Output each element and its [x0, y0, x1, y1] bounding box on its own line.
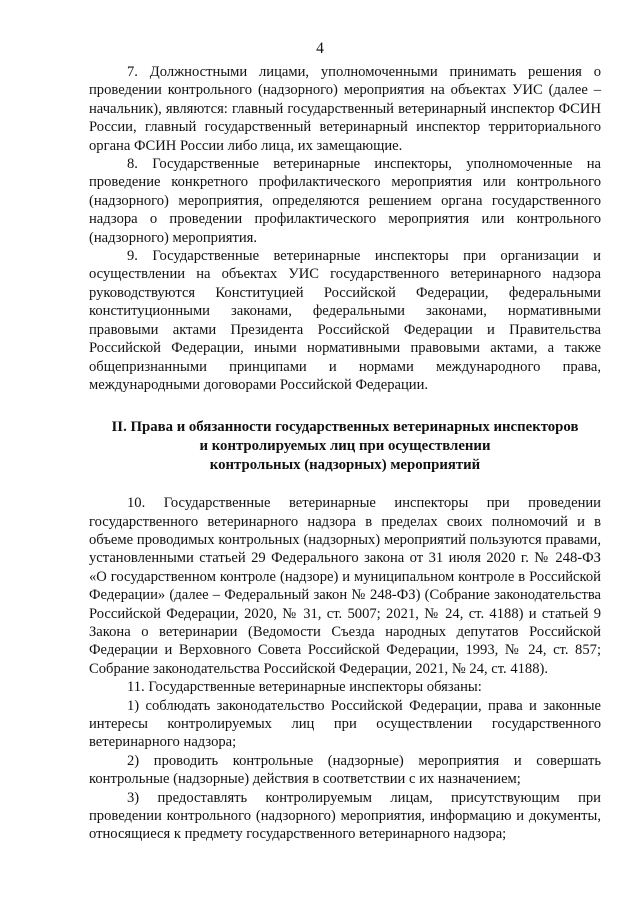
list-item-3: 3) предоставлять контролируемым лицам, присутствующим при проведении контрольного (надзорного) мероприятия, информацию и документы, относящиеся к предмету государственного ветеринарного надзора; — [89, 789, 601, 843]
list-item-2: 2) проводить контрольные (надзорные) мероприятия и совершать контрольные (надзорные) действия в соответствии с их назначением; — [89, 752, 601, 788]
paragraph-7: 7. Должностными лицами, уполномоченными принимать решения о проведении контрольного (надзорного) мероприятия на объектах УИС (далее – начальник), являются: главный государственный ветеринарный инспектор ФСИН России, главный государственный ветеринарный инспектор территориального органа ФСИН России либо лица, их замещающие. — [89, 64, 601, 154]
section-heading-line-3: контрольных (надзорных) мероприятий — [209, 456, 481, 473]
paragraph-9: 9. Государственные ветеринарные инспекторы при организации и осуществлении на объектах УИС государственного ветеринарного надзора руководствуются Конституцией Российской Федерации, федеральными конституционными законами, федеральными законами, нормативными правовыми актами Президента Российской Федерации и Правительства Российской Федерации, иными нормативными правовыми актами, а также общепризнанными принципами и нормами международного права, международными договорами Российской Федерации. — [89, 248, 601, 393]
paragraph-10: 10. Государственные ветеринарные инспекторы при проведении государственного ветеринарного надзора в пределах своих полномочий и в объеме проводимых контрольных (надзорных) мероприятий пользуются правами, установленными статьей 29 Федерального закона от 31 июля 2020 г. № 248-ФЗ «О государственном контроле (надзоре) и муниципальном контроле в Российской Федерации» (далее – Федеральный закон № 248-ФЗ) (Собрание законодательства Российской Федерации, 2020, № 31, ст. 5007; 2021, № 24, ст. 4188) и статьей 9 Закона о ветеринарии (Ведомости Съезда народных депутатов Российской Федерации и Верховного Совета Российской Федерации, 1993, № 24, ст. 857; Собрание законодательства Российской Федерации, 2021, № 24, ст. 4188). — [89, 495, 601, 677]
paragraph-8: 8. Государственные ветеринарные инспекторы, уполномоченные на проведение конкретного профилактического мероприятия или контрольного (надзорного) мероприятия, определяются решением органа государственного надзора о проведении профилактического мероприятия или контрольного (надзорного) мероприятия. — [89, 156, 601, 246]
list-item-1: 1) соблюдать законодательство Российской Федерации, права и законные интересы контролируемых лиц при осуществлении государственного ветеринарного надзора; — [89, 697, 601, 751]
document-body — [89, 63, 601, 844]
section-heading-line-1: II. Права и обязанности государственных ветеринарных инспекторов — [111, 419, 579, 436]
paragraph-11: 11. Государственные ветеринарные инспекторы обязаны: — [127, 679, 482, 696]
page-number: 4 — [316, 40, 324, 57]
section-heading-line-2: и контролируемых лиц при осуществлении — [199, 437, 491, 454]
section-heading — [89, 418, 601, 474]
